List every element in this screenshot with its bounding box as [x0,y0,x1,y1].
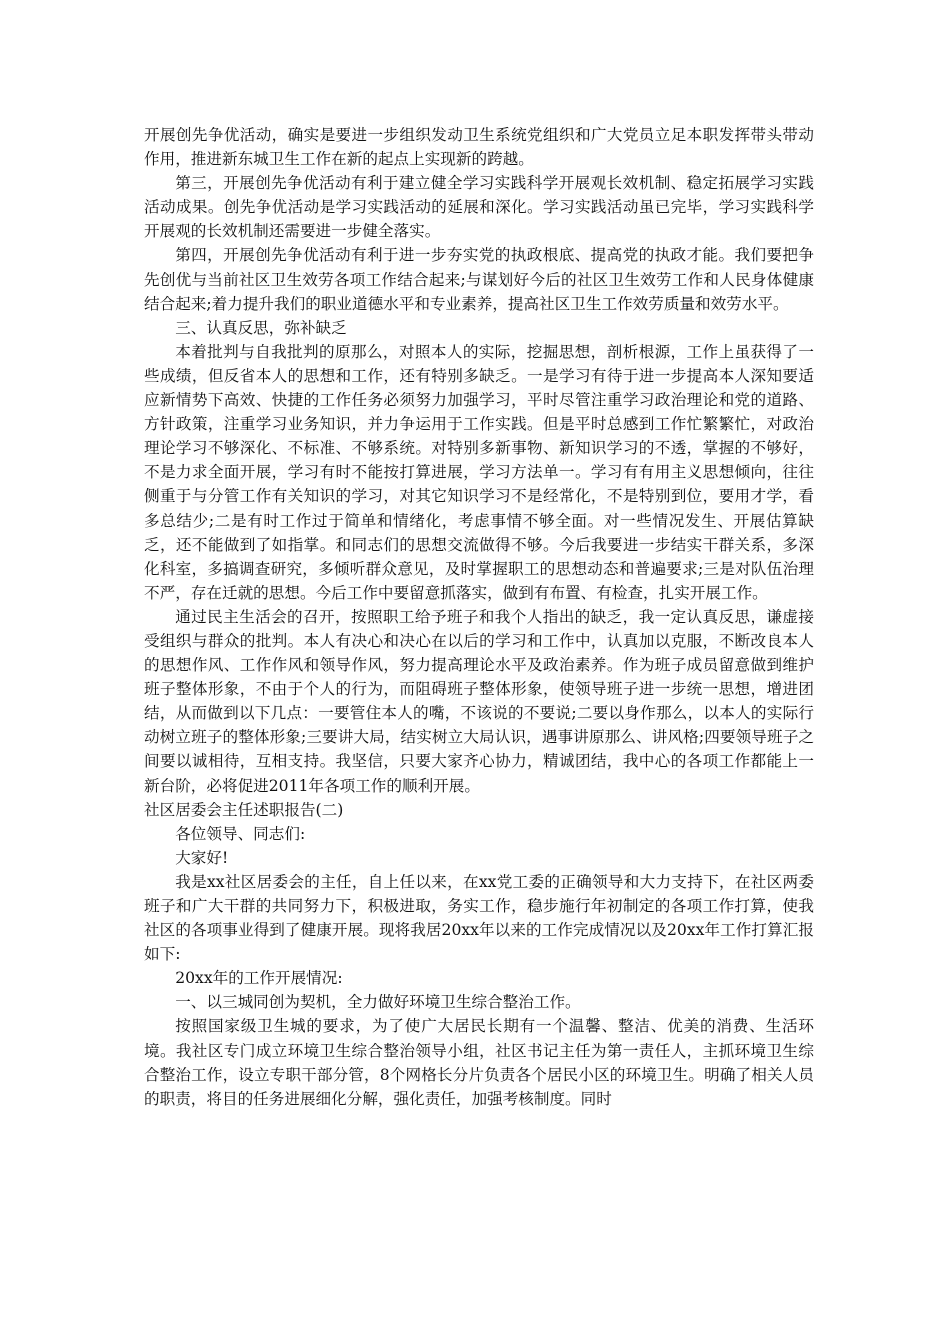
salutation: 各位领导、同志们: [175,824,306,843]
paragraph-environment: 按照国家级卫生城的要求，为了使广大居民长期有一个温馨、整洁、优美的消费、生活环境。我社区专门成立环境卫生综合整治领导小组，社区书记主任为第一责任人，主抓环境卫生综合整治工作，设立专职干部分管，8个网格长分片负责各个居民小区的环境卫生。明确了相关人员的职责，将目的任务进展细化分解，强化责任，加强考核制度。同时 [144,1017,814,1108]
work-status-heading: 20xx年的工作开展情况: [175,969,343,988]
paragraph-democratic-meeting: 通过民主生活会的召开，按照职工给予班子和我个人指出的缺乏，我一定认真反思，谦虚接受组织与群众的批判。本人有决心和决心在以后的学习和工作中，认真加以克服，不断改良本人的思想作风、工作作风和领导作风，努力提高理论水平及政治素养。作为班子成员留意做到维护班子整体形象，不由于个人的行为，而阻碍班子整体形象，使领导班子进一步统一思想，增进团结，从而做到以下几点：一要管住本人的嘴，不该说的不要说;二要以身作那么，以本人的实际行动树立班子的整体形象;三要讲大局，结实树立大局认识，遇事讲原那么、讲风格;四要领导班子之间要以诚相待，互相支持。我坚信，只要大家齐心协力，精诚团结，我中心的各项工作都能上一新台阶，必将促进2011年各项工作的顺利开展。 [144,607,814,795]
greeting: 大家好! [175,848,229,867]
report-title-2: 社区居委会主任述职报告(二) [144,800,344,819]
section-heading-reflection: 三、认真反思，弥补缺乏 [175,318,347,337]
document-page [144,123,814,1111]
paragraph-fourth-point: 第四，开展创先争优活动有利于进一步夯实党的执政根底、提高党的执政才能。我们要把争先创优与当前社区卫生效劳各项工作结合起来;与谋划好今后的社区卫生效劳工作和人民身体健康结合起来;着力提升我们的职业道德水平和专业素养，提高社区卫生工作效劳质量和效劳水平。 [144,246,814,313]
paragraph-self-criticism: 本着批判与自我批判的原那么，对照本人的实际，挖掘思想，剖析根源，工作上虽获得了一些成绩，但反省本人的思想和工作，还有特别多缺乏。一是学习有待于进一步提高本人深知要适应新情势下高效、快捷的工作任务必须努力加强学习，平时尽管注重学习政治理论和党的道路、方针政策，注重学习业务知识，并力争运用于工作实践。但是平时总感到工作忙繁繁忙，对政治理论学习不够深化、不标准、不够系统。对特别多新事物、新知识学习的不透，掌握的不够好，不是力求全面开展，学习有时不能按打算进展，学习方法单一。学习有有用主义思想倾向，往往侧重于与分管工作有关知识的学习，对其它知识学习不是经常化，不是特别到位，要用才学，看多总结少;二是有时工作过于简单和情绪化，考虑事情不够全面。对一些情况发生、开展估算缺乏，还不能做到了如指掌。和同志们的思想交流做得不够。今后我要进一步结实干群关系，多深化科室，多搞调查研究，多倾听群众意见，及时掌握职工的思想动态和普遍要求;三是对队伍治理不严，存在迁就的思想。今后工作中要留意抓落实，做到有布置、有检查，扎实开展工作。 [144,342,814,602]
paragraph-introduction: 我是xx社区居委会的主任，自上任以来，在xx党工委的正确领导和大力支持下，在社区两委班子和广大干群的共同努力下，积极进取，务实工作，稳步施行年初制定的各项工作打算，使我社区的各项事业得到了健康开展。现将我居20xx年以来的工作完成情况以及20xx年工作打算汇报如下: [144,872,814,964]
section-heading-environment: 一、以三城同创为契机，全力做好环境卫生综合整治工作。 [175,993,581,1012]
paragraph-third-point: 第三，开展创先争优活动有利于建立健全学习实践科学开展观长效机制、稳定拓展学习实践活动成果。创先争优活动是学习实践活动的延展和深化。学习实践活动虽已完毕，学习实践科学开展观的长效机制还需要进一步健全落实。 [144,174,814,241]
paragraph-1: 开展创先争优活动，确实是要进一步组织发动卫生系统党组织和广大党员立足本职发挥带头带动作用，推进新东城卫生工作在新的起点上实现新的跨越。 [144,126,814,169]
